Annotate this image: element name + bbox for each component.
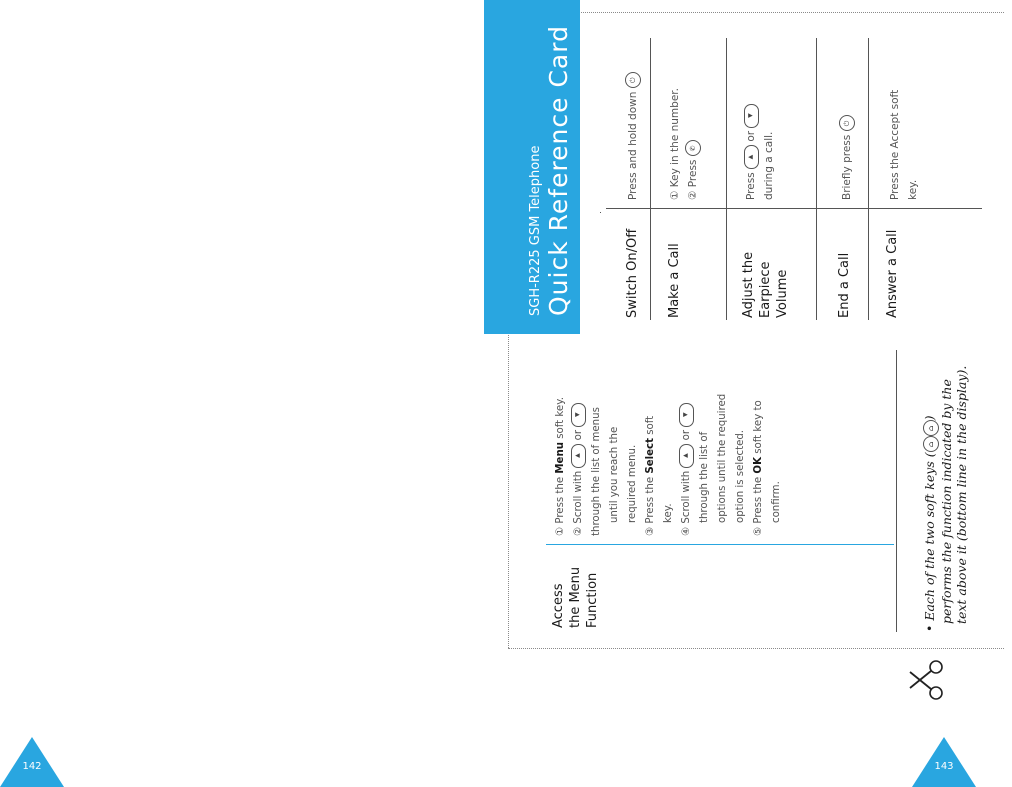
page-number-left-text: 142 — [22, 761, 42, 772]
menu-step1-a: Press the — [555, 476, 566, 524]
down-key-icon: ▼ — [571, 403, 586, 427]
answer-text — [886, 20, 922, 200]
down-key-icon: ▼ — [744, 104, 759, 128]
up-key-icon: ▲ — [679, 444, 694, 468]
menu-step5-key: OK — [753, 457, 764, 474]
menu-step3-a: Press the — [645, 476, 656, 524]
switch-text — [624, 30, 642, 200]
soft-key-icon: ⌂ — [923, 436, 939, 452]
scissors-icon — [906, 658, 948, 702]
volume-or: or — [745, 130, 757, 142]
end-key-icon: ⏻ — [839, 115, 855, 131]
menu-step5-c: soft key to — [753, 400, 764, 454]
divider — [816, 38, 817, 320]
menu-step1-c: soft key. — [555, 396, 566, 439]
end-call-instruction: Briefly press — [841, 134, 853, 200]
menu-step5-a: Press the — [753, 476, 764, 524]
cut-line-top — [508, 12, 1004, 13]
menu-step4-line2: through the list of — [699, 431, 710, 524]
menu-steps: ① Press the Menu soft key. ② Scroll with ▲ or ▼ through the list of menus until you reach the required menu. ③ Press the Select soft key. ④ Scroll with ▲ or ▼ through the list of options until the required option is selected. ⑤ Press the OK soft key to confirm. — [552, 350, 786, 536]
menu-label-line1: Access — [551, 583, 566, 628]
divider — [600, 212, 601, 213]
card-subtitle: SGH-R225 GSM Telephone — [528, 145, 543, 316]
soft-key-note — [922, 342, 969, 632]
menu-step2-a: Scroll with — [573, 470, 584, 524]
menu-step3-c: soft — [645, 415, 656, 435]
menu-step2-line4: required menu. — [627, 444, 638, 524]
volume-text — [742, 20, 778, 200]
menu-label-line2: the Menu — [568, 566, 583, 628]
menu-step3-key: Select — [645, 438, 656, 474]
menu-section-divider — [546, 544, 894, 545]
card-title-block — [528, 16, 574, 316]
page-number-right — [912, 737, 976, 787]
divider — [606, 208, 607, 209]
menu-step2-line2: through the list of menus — [591, 407, 602, 536]
menu-step4-or: or — [681, 429, 692, 441]
switch-instruction: Press and hold down — [627, 91, 639, 200]
menu-label — [550, 567, 601, 628]
menu-step4-line3: options until the required — [717, 393, 728, 524]
end-call-label: End a Call — [837, 252, 852, 318]
answer-text-line2: key. — [907, 179, 919, 200]
make-call-step1: Key in the number. — [669, 88, 681, 188]
menu-step3-line2: key. — [663, 503, 674, 524]
card-title: Quick Reference Card — [544, 25, 573, 316]
page-number-right-text: 143 — [934, 761, 954, 772]
volume-label-line2: Earpiece — [758, 261, 773, 318]
end-call-text — [838, 20, 856, 200]
volume-text-a: Press — [745, 172, 757, 200]
down-key-icon: ▼ — [679, 403, 694, 427]
note-line1: • Each of the two soft keys ( — [922, 452, 937, 632]
volume-text-b: during a call. — [763, 131, 775, 200]
note-line1-end: ) — [922, 415, 937, 421]
volume-label-line1: Adjust the — [741, 251, 756, 318]
menu-step2-or: or — [573, 429, 584, 441]
up-key-icon: ▲ — [744, 145, 759, 169]
volume-label — [740, 252, 791, 318]
up-key-icon: ▲ — [571, 444, 586, 468]
menu-note-divider — [896, 350, 897, 632]
divider — [650, 38, 651, 320]
end-key-icon: ⏻ — [625, 72, 641, 88]
divider — [868, 38, 869, 320]
menu-step4-line4: option is selected. — [735, 429, 746, 524]
menu-label-line3: Function — [585, 572, 600, 628]
send-key-icon: ✆ — [685, 140, 701, 156]
note-line2: performs the function indicated by the — [938, 379, 954, 625]
divider — [726, 38, 727, 320]
make-call-steps: ① Key in the number. ② Press ✆ — [669, 88, 699, 200]
switch-label: Switch On/Off — [625, 228, 640, 318]
make-call-label: Make a Call — [667, 243, 682, 318]
label-column-divider — [612, 208, 982, 209]
soft-key-icon: ⌂ — [923, 420, 939, 436]
menu-step1-key: Menu — [555, 442, 566, 474]
menu-step2-line3: until you reach the — [609, 426, 620, 524]
menu-step4-a: Scroll with — [681, 470, 692, 524]
answer-label: Answer a Call — [885, 229, 900, 318]
menu-step5-line2: confirm. — [771, 481, 782, 524]
answer-text-line1: Press the Accept soft — [889, 89, 901, 200]
note-line3: text above it (bottom line in the display). — [953, 365, 969, 625]
cut-line-bottom — [508, 648, 1004, 649]
page-number-left — [0, 737, 64, 787]
make-call-step2: Press — [687, 159, 699, 188]
volume-label-line3: Volume — [775, 269, 790, 318]
